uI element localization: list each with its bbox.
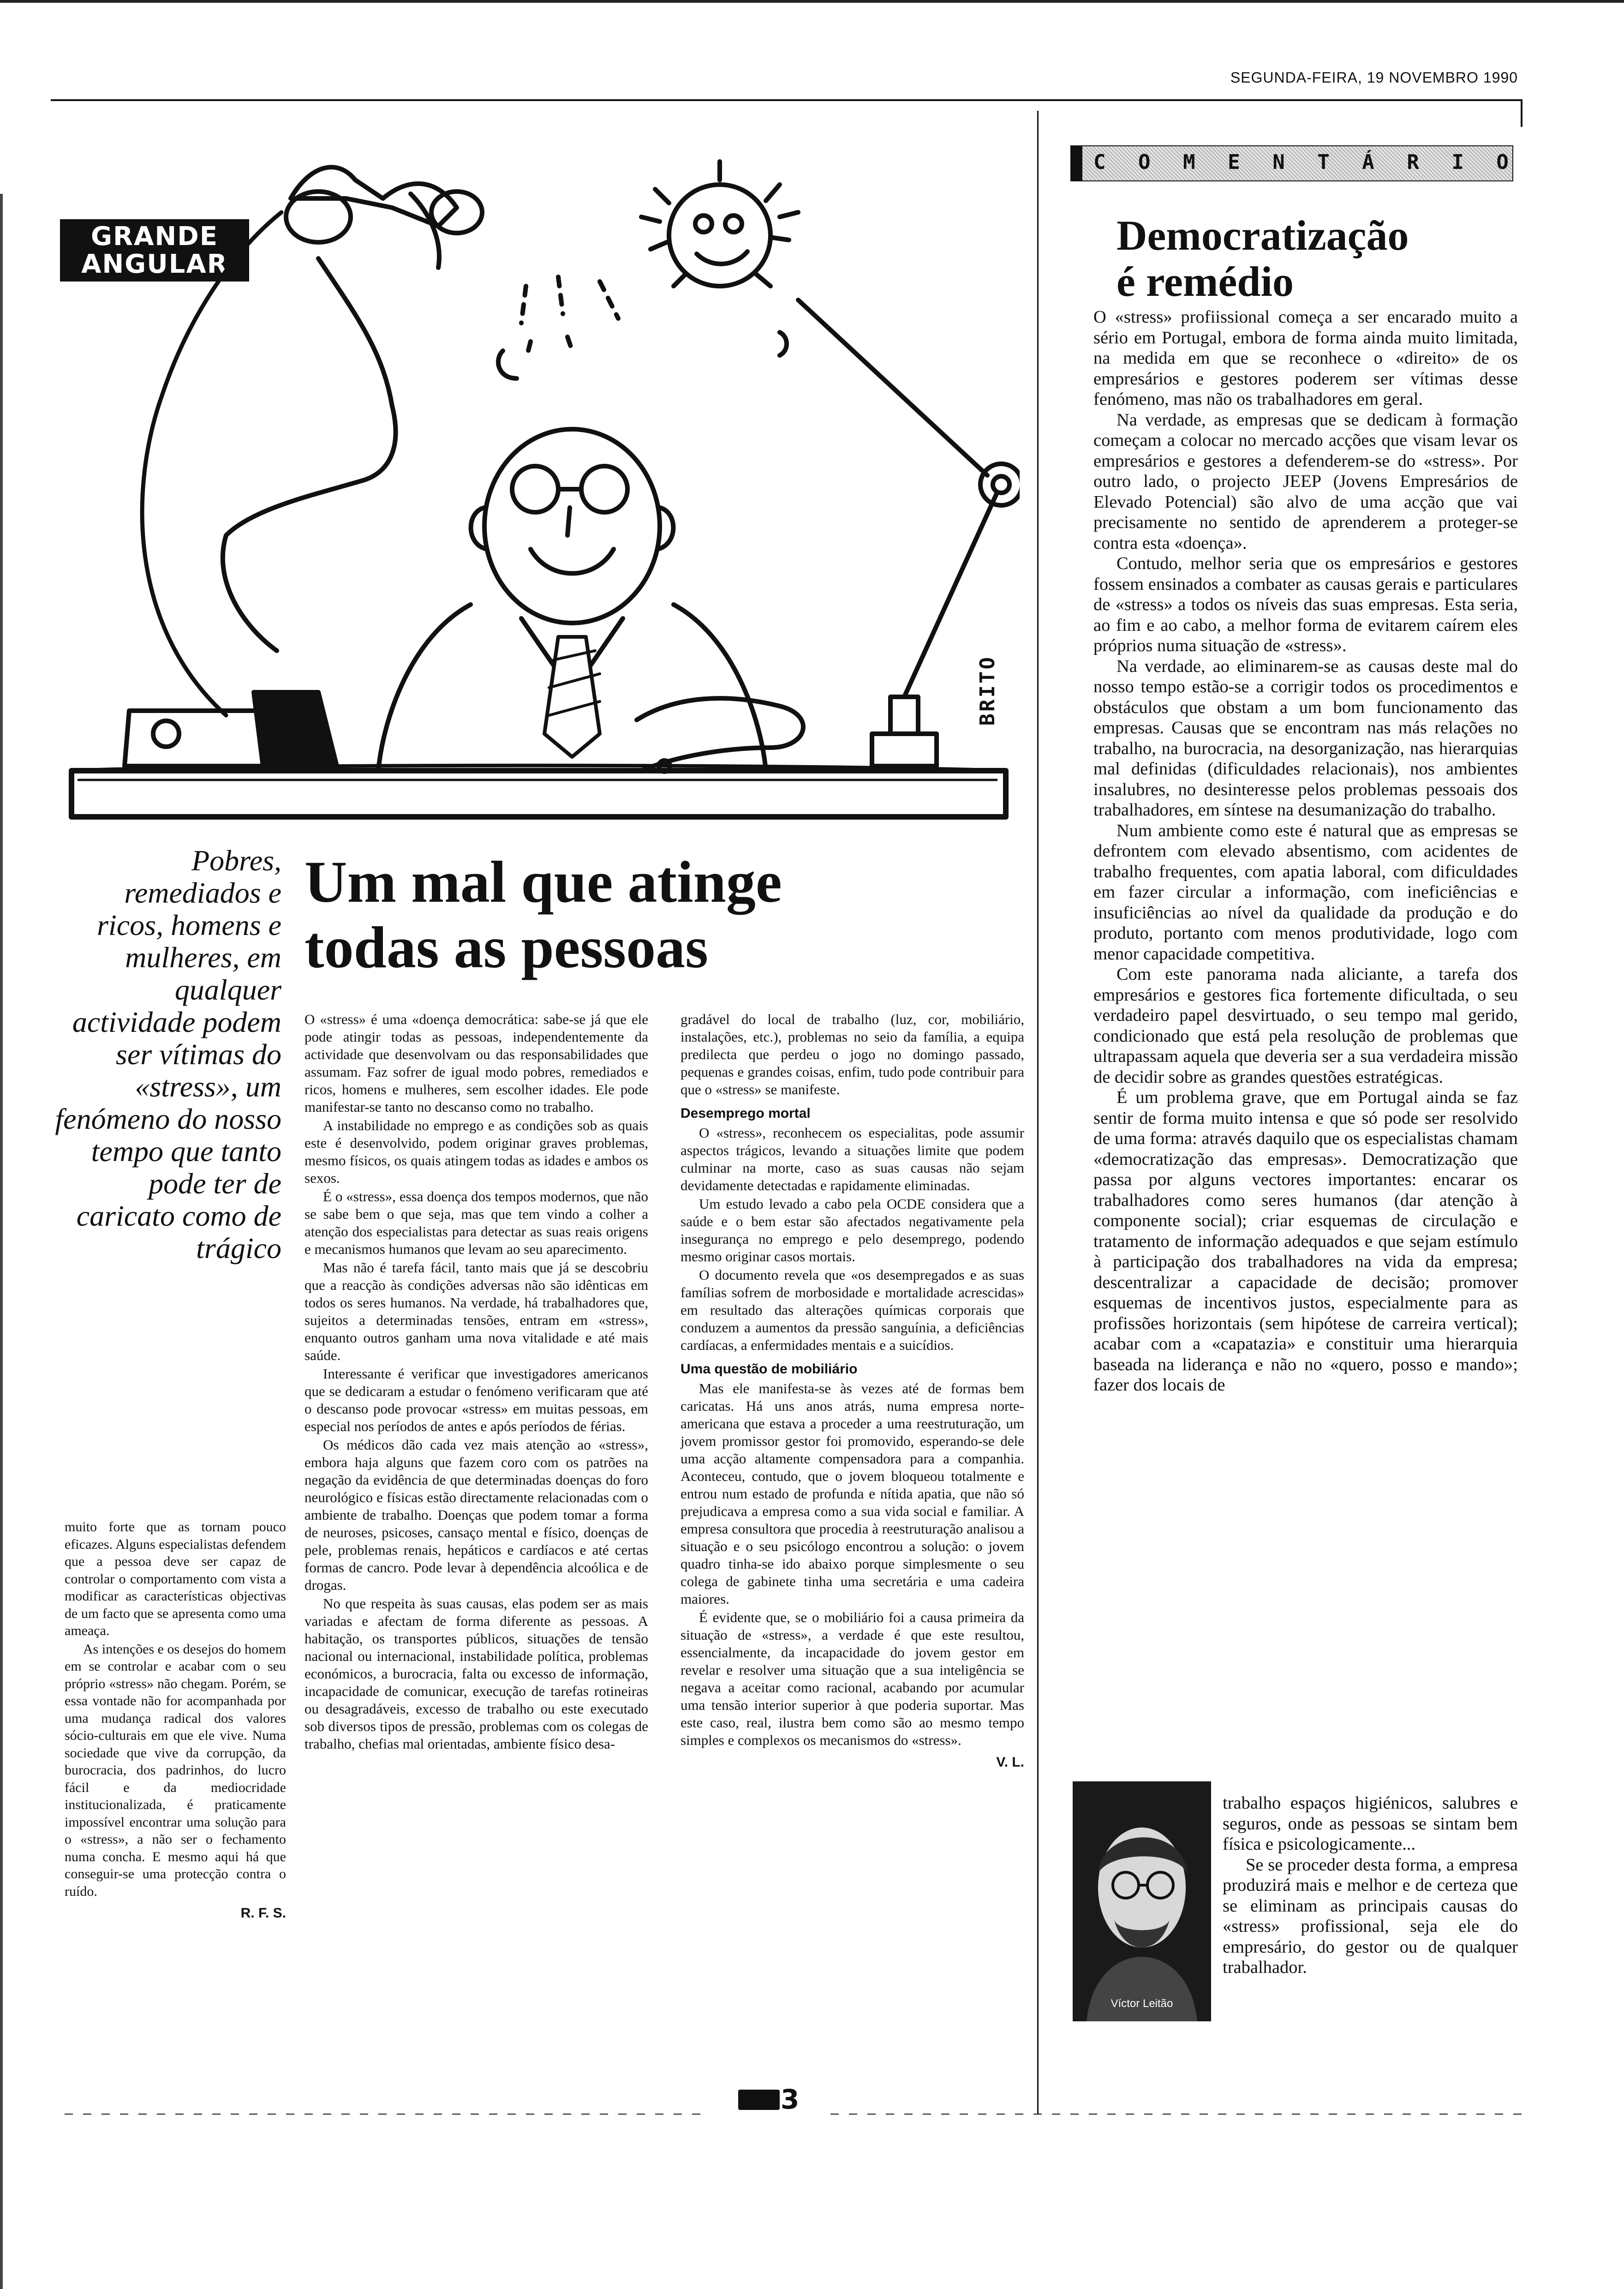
article-signature: V. L.: [996, 1755, 1024, 1770]
page-number: 3: [781, 2084, 800, 2115]
footer-dashed-rule-left: [65, 2114, 710, 2115]
article-col2-a3: O documento revela que «os desempregados e as suas famílias sofrem de morbosidade e mortalidade acrescidas» em resultado das alterações químicas corporais que conduzem a aumentos da pressão sanguínia, a deficiências cardíacas, a enfermidades mentais e a suicídios.: [681, 1267, 1024, 1353]
article-col1-p1: O «stress» é uma «doença democrática: sabe-se já que ele pode atingir todas as pessoas, independentemente da actividade que desenvolvam ou das responsabilidades que assumam. Faz sofrer de igual modo pobres, remediados e ricos, homens e mulheres, sem escolher idades. Ele pode manifestar-se tanto no descanso como no trabalho.: [304, 1011, 648, 1115]
article-col2-b2: É evidente que, se o mobiliário foi a causa primeira da situação de «stress», a verdade é que este resultou, essencialmente, da incapacidade do jovem gestor em revelar e resolver uma situação que a sua inteligência se negava a aceitar como racional, acabando por acumular uma tensão interior superior à que poderia suportar. Mas este caso, real, ilustra bem como são ao mesmo tempo simples e complexos os mecanismos do «stress».: [681, 1609, 1024, 1748]
article-col1-p5: Interessante é verificar que investigadores americanos que se dedicaram a estudar o fenómeno verificaram que até o descanso pode provocar «stress» em muitas pessoas, em especial nos períodos de antes e após períodos de férias.: [304, 1366, 648, 1434]
commentary-p3: Contudo, melhor seria que os empresários e gestores fossem ensinados a combater as causas gerais e particulares de «stress» a todos os níveis das suas empresas. Esta seria, ao fim e ao cabo, a melhor forma de evitarem caírem eles próprios numa situação de «stress».: [1093, 554, 1518, 655]
commentary-body: [1093, 307, 1518, 1396]
subhead-desemprego: Desemprego mortal: [681, 1106, 811, 1121]
banner-letter: O: [1496, 150, 1509, 174]
subhead-mobiliario: Uma questão de mobiliário: [681, 1361, 858, 1377]
commentary-banner-block: [1070, 145, 1082, 181]
commentary-p1: O «stress» profiissional começa a ser encarado muito a sério em Portugal, embora de forma ainda muito limitada, na medida em que se reconhece o «direito» de os empresários e gestores poderem ser vítimas desse fenómeno, mas não os trabalhadores em geral.: [1093, 307, 1518, 409]
newspaper-logo-icon: [738, 2090, 780, 2110]
article-col1-p7: No que respeita às suas causas, elas podem ser as mais variadas e afectam de forma diferente as pessoas. A habitação, os transportes públicos, situações de tensão nacional ou internacional, instabilidade política, problemas económicos, a burocracia, falta ou excesso de informação, incapacidade de comunicar, execução de tarefas rotineiras ou desagradáveis, excesso de trabalho ou este executado sob diversos tipos de pressão, problemas com os colegas de trabalho, chefias mal orientadas, ambiente físico desa-: [304, 1595, 648, 1752]
commentary-tail: [1223, 1793, 1518, 1978]
author-photo: [1073, 1781, 1211, 2021]
article-col1-p4: Mas não é tarefa fácil, tanto mais que já se descobriu que a reacção às condições adversas não são idênticas em todos os seres humanos. Na verdade, há trabalhadores que, sujeitos a determinadas tensões, entram em «stress», enquanto outros ganham uma nova vitalidade e até mais saúde.: [304, 1259, 648, 1363]
left-continuation-p1: muito forte que as tornam pouco eficazes. Alguns especialistas defendem que a pessoa deve ser capaz de controlar o comportamento com vista a modificar as características objectivas de um facto que se apresenta como uma ameaça.: [65, 1519, 286, 1638]
banner-letter: C: [1093, 150, 1106, 174]
kicker: Pobres, remediados e ricos, homens e mulheres, em qualquer actividade podem ser vítimas do «stress», um fenómeno do nosso tempo que tanto pode ter de caricato como de trágico: [55, 844, 281, 1264]
page-top-border: [0, 0, 1624, 3]
banner-letter: I: [1451, 150, 1464, 174]
cartoon-illustration: [60, 120, 1020, 831]
right-border-rule: [1521, 99, 1522, 127]
column-divider: [1037, 111, 1039, 2114]
headline-line2: todas as pessoas: [304, 915, 708, 980]
left-continuation-column: [65, 1518, 286, 1922]
left-margin-rule: [0, 194, 3, 2289]
left-continuation-p2: As intenções e os desejos do homem em se controlar e acabar com o seu próprio «stress» não chegam. Porém, se essa vontade não for acompanhada por uma mudança radical dos valores sócio-culturais em que ele vive. Numa sociedade que vive da corrupção, da burocracia, dos padrinhos, do lucro fácil e da mediocridade institucionalizada, é praticamente impossível encontrar uma solução para o «stress», a não ser o fechamento numa concha. E mesmo aqui há que conseguir-se uma protecção contra o ruído.: [65, 1641, 286, 1899]
article-col2-a1: O «stress», reconhecem os especialitas, pode assumir aspectos trágicos, levando a situações limite que podem culminar na morte, caso as suas causas não sejam devidamente detectadas e rapidamente eliminadas.: [681, 1125, 1024, 1193]
commentary-p2: Na verdade, as empresas que se dedicam à formação começam a colocar no mercado acções que visam levar os empresários e gestores a defenderem-se do «stress». Por outro lado, o projecto JEEP (Jovens Empresários de Elevado Potencial) são alvo de uma acção que vai precisamente no sentido de aprenderem a proteger-se contra esta «doença».: [1093, 410, 1518, 553]
banner-letter: O: [1138, 150, 1151, 174]
banner-letter: T: [1317, 150, 1330, 174]
dateline: SEGUNDA-FEIRA, 19 NOVEMBRO 1990: [1230, 69, 1518, 86]
banner-letter: R: [1407, 150, 1419, 174]
article-col1-p6: Os médicos dão cada vez mais atenção ao «stress», embora haja alguns que fazem coro com os patrões na negação da evidência de que determinadas doenças do foro neurológico e físicas estão directamente relacionadas com o ambiente de trabalho. Doenças que podem tomar a forma de neuroses, psicoses, cansaço mental e físico, doenças de pele, problemas renais, hepáticos e cardíacos e até certas formas de cancro. Pode levar à dependência alcoólica e de drogas.: [304, 1437, 648, 1593]
headline: [304, 849, 997, 980]
commentary-p5: Num ambiente como este é natural que as empresas se defrontem com elevado absentismo, com acidentes de trabalho frequentes, com apatia laboral, com dificuldades em fazer circular a informação, com ineficiências e insuficiências ao nível da qualidade da produção e do produto, portanto com menos produtividade, logo com menor capacidade competitiva.: [1093, 821, 1518, 964]
cartoon-signature: BRITO: [976, 655, 999, 726]
commentary-p4: Na verdade, ao eliminarem-se as causas deste mal do nosso tempo estão-se a corrigir todos os procedimentos e obstáculos que obstam a um bom funcionamento das empresas. Causas que se encontram nas más relações no trabalho, na burocracia, na desorganização, nas hierarquias mal definidas (dificuldades relacionais), nos ambientes insalubres, no desinteresse pelos problemas pessoais dos trabalhadores, em síntese na desumanização do trabalho.: [1093, 656, 1518, 820]
article-col1-p3: É o «stress», essa doença dos tempos modernos, que não se sabe bem o que seja, mas que tem vindo a colher a atenção dos especialistas para detectar as suas reais origens e mecanismos humanos que levam ao seu aparecimento.: [304, 1188, 648, 1257]
banner-letter: N: [1272, 150, 1285, 174]
photo-caption: Víctor Leitão: [1111, 1997, 1173, 2010]
banner-letter: Á: [1362, 150, 1374, 174]
article-col1-p2: A instabilidade no emprego e as condições sob as quais este é desenvolvido, podem originar graves problemas, mesmo físicos, os quais atingem todas as idades e ambos os sexos.: [304, 1117, 648, 1186]
left-signature: R. F. S.: [240, 1906, 286, 1921]
commentary-title: [1116, 212, 1518, 305]
article-col2-b1: Mas ele manifesta-se às vezes até de formas bem caricatas. Há uns anos atrás, numa empresa norte-americana que estava a proceder a uma reestruturação, um jovem promissor gestor foi promovido, esperando-se dele uma acção altamente compensadora para a companhia. Aconteceu, contudo, que o jovem bloqueou totalmente e entrou num estado de profunda e nítida apatia, que não só prejudicava a empresa como a sua vida social e familiar. A empresa consultora que procedia à reestruturação analisou a situação e o seu psicólogo encontrou a solução: o jovem quadro tinha-se ido abaixo porque simplesmente o seu colega de gabinete tinha uma secretária e uma cadeira maiores.: [681, 1380, 1024, 1607]
footer-dashed-rule-right: [830, 2114, 1522, 2115]
commentary-title-line2: é remédio: [1116, 258, 1294, 305]
commentary-tail-p2: Se se proceder desta forma, a empresa produzirá mais e melhor e de certeza que se eliminam as principais causas do «stress» profissional, seja ele do empresário, do gestor ou de qualquer trabalhador.: [1223, 1855, 1518, 1977]
article-col2-a2: Um estudo levado a cabo pela OCDE considera que a saúde e o bem estar são afectados negativamente pela insegurança no emprego e pelo desemprego, podendo mesmo originar casos mortais.: [681, 1196, 1024, 1264]
article-column-2: [681, 1011, 1024, 1771]
header-rule: [51, 99, 1522, 101]
article-column-1: [304, 1011, 648, 1754]
banner-letter: E: [1228, 150, 1240, 174]
headline-line1: Um mal que atinge: [304, 849, 782, 915]
commentary-p7: É um problema grave, que em Portugal ainda se faz sentir de forma muito intensa e que só pode ser resolvido de uma forma: através daquilo que os especialistas chamam «democratização das empresas». Democratização que passa por alguns vectores importantes: encarar os trabalhadores como seres humanos (dar atenção à componente social); criar esquemas de circulação e tratamento de informação adequados e que sejam estímulo à participação dos trabalhadores na vida da empresa; descentralizar a capacidade de decisão; promover esquemas de incentivos justos, especialmente para as profissões horizontais (sem hipótese de carreira vertical); acabar com a «capatazia» e constituir uma hierarquia baseada na liderança e não no «quero, posso e mando»; fazer dos locais de: [1093, 1088, 1518, 1395]
commentary-p6: Com este panorama nada aliciante, a tarefa dos empresários e gestores fica fortemente dificultada, o seu verdadeiro papel desvirtuado, o seu tempo mal gerido, condicionado que está pela resolução de problemas que ultrapassam aquela que deveria ser a sua verdadeira missão de decidir sobre as grandes questões estratégicas.: [1093, 965, 1518, 1087]
author-portrait: [1073, 1781, 1211, 2021]
section-tag-line2: ANGULAR: [81, 249, 228, 279]
commentary-tail-p1: trabalho espaços higiénicos, salubres e seguros, onde as pessoas se sintam bem física e psicologicamente...: [1223, 1793, 1518, 1854]
commentary-title-line1: Democratização: [1116, 212, 1409, 259]
banner-letter: M: [1183, 150, 1195, 174]
section-tag-line1: GRANDE: [90, 222, 219, 252]
commentary-banner-letters: [1093, 150, 1509, 174]
article-col2-intro: gradável do local de trabalho (luz, cor, mobiliário, instalações, etc.), problemas no seio da família, a equipa predilecta que perdeu o jogo no domingo passado, pequenas e grandes coisas, enfim, tudo pode contribuir para que o «stress» se manifeste.: [681, 1011, 1024, 1097]
